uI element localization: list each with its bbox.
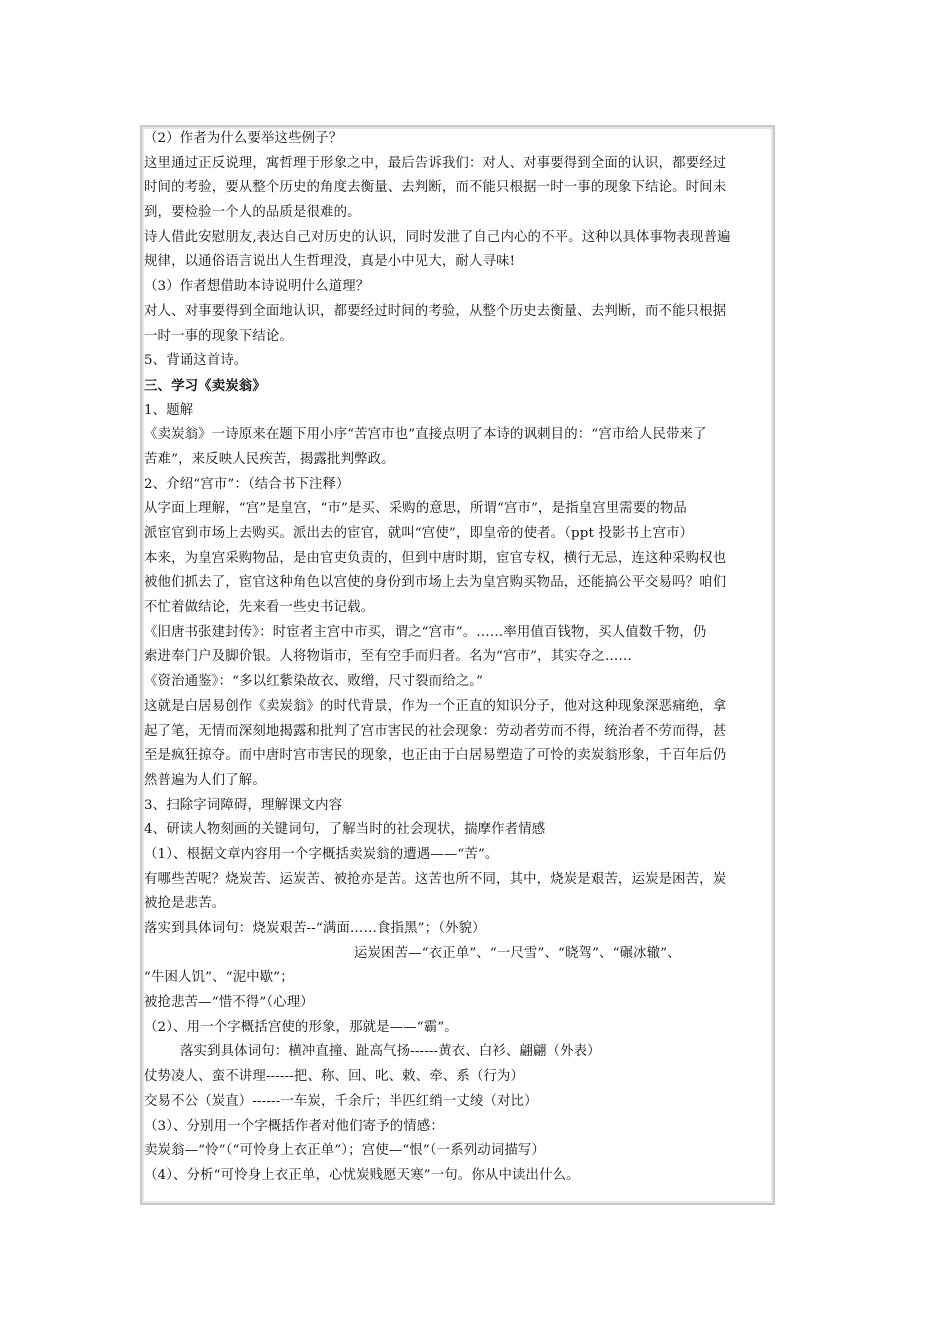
text-line: 落实到具体词句：横冲直撞、趾高气扬------黄衣、白衫、翩翩（外表） (180, 1044, 601, 1060)
text-line: 5、背诵这首诗。 (144, 353, 248, 369)
text-line: 《卖炭翁》一诗原来在题下用小序“苦宫市也”直接点明了本诗的讽刺目的：“宫市给人民带来了 (144, 427, 707, 443)
text-line: 到，要检验一个人的品质是很难的。 (144, 205, 361, 221)
text-line: 被他们抓去了，宦官这种角色以宫使的身份到市场上去为皇宫购买物品，还能搞公平交易吗？咱们 (144, 575, 727, 591)
text-line: 被抢悲苦—“惜不得”（心理） (144, 995, 314, 1011)
text-line: 起了笔，无情而深刻地揭露和批判了宫市害民的社会现象：劳动者劳而不得，统治者不劳而得，甚 (144, 723, 727, 739)
text-line: 规律，以通俗语言说出人生哲理没，真是小中见大，耐人寻味! (144, 254, 516, 270)
text-line: （4）、分析“可怜身上衣正单，心忧炭贱愿天寒”一句。你从中读出什么。 (144, 1167, 580, 1183)
text-line: 运炭困苦—“衣正单”、“一尺雪”、“晓驾”、“碾冰辙”、 (354, 945, 681, 961)
text-line: 不忙着做结论，先来看一些史书记载。 (144, 600, 375, 616)
text-line: 对人、对事要得到全面地认识，都要经过时间的考验，从整个历史去衡量、去判断，而不能只根据 (144, 303, 727, 319)
text-line: （2）作者为什么要举这些例子？ (144, 131, 343, 146)
text-line: 索进奉门户及脚价银。人将物诣市，至有空手而归者。名为“宫市”，其实夺之…… (144, 649, 632, 665)
text-line: （3）作者想借助本诗说明什么道理？ (144, 279, 370, 295)
text-line: 4、研读人物刻画的关键词句，了解当时的社会现状，揣摩作者情感 (144, 822, 546, 838)
text-line: （2）、用一个字概括宫使的形象，那就是——“霸”。 (144, 1019, 458, 1035)
text-line: 然普遍为人们了解。 (144, 772, 266, 788)
text-line: 时间的考验，要从整个历史的角度去衡量、去判断，而不能只根据一时一事的现象下结论。时间未 (144, 180, 727, 196)
text-line: 派宦官到市场上去购买。派出去的宦官，就叫“宫使”，即皇帝的使者。（ppt 投影书上宫市） (144, 526, 694, 541)
text-line: 落实到具体词句：烧炭艰苦--“满面……食指黑”；（外貌） (144, 921, 486, 936)
text-line: 苦难”，来反映人民疾苦，揭露批判弊政。 (144, 451, 395, 467)
text-line: 有哪些苦呢？烧炭苦、运炭苦、被抢亦是苦。这苦也所不同，其中，烧炭是艰苦，运炭是困苦，炭 (144, 871, 727, 887)
text-line: 《资治通鉴》：“多以红紫染故衣、败缯，尺寸裂而给之。” (144, 674, 484, 690)
text-line: 本来，为皇宫采购物品，是由官吏负责的，但到中唐时期，宦官专权，横行无忌，连这种采购权也 (144, 550, 727, 566)
text-line: 这就是白居易创作《卖炭翁》的时代背景，作为一个正直的知识分子，他对这种现象深恶痛绝，拿 (144, 698, 727, 714)
document-body (144, 127, 769, 1189)
text-line: 一时一事的现象下结论。 (144, 328, 293, 344)
text-line: 被抢是悲苦。 (144, 896, 226, 912)
section-heading: 三、学习《卖炭翁》 (144, 377, 266, 394)
text-line: （3）、分别用一个字概括作者对他们寄予的情感： (144, 1118, 444, 1134)
text-line: （1）、根据文章内容用一个字概括卖炭翁的遭遇——“苦”。 (144, 846, 499, 862)
text-line: 从字面上理解，“宫”是皇宫，“市”是买、采购的意思，所谓“宫市”，是指皇宫里需要的物品 (144, 501, 687, 517)
text-line: 《旧唐书张建封传》：时宦者主宫中市买，谓之“宫市”。……率用值百钱物，买人值数千物，仍 (144, 624, 707, 640)
text-line: “牛困人饥”、“泥中歇”； (144, 970, 294, 986)
text-line: 3、扫除字词障碍，理解课文内容 (144, 797, 343, 813)
text-line: 这里通过正反说理，寓哲理于形象之中，最后告诉我们：对人、对事要得到全面的认识，都要经过 (144, 155, 727, 171)
text-line: 1、题解 (144, 402, 194, 418)
text-line: 诗人借此安慰朋友,表达自己对历史的认识，同时发泄了自己内心的不平。这种以具体事物表现普遍 (144, 229, 731, 245)
text-line: 至是疯狂掠夺。而中唐时宫市害民的现象，也正由于白居易塑造了可怜的卖炭翁形象，千百年后仍 (144, 748, 727, 764)
text-line: 仗势凌人、蛮不讲理------把、称、回、叱、敕、牵、系（行为） (144, 1069, 525, 1085)
text-line: 卖炭翁—“怜”（“可怜身上衣正单”）；宫使—“恨”（一系列动词描写） (144, 1143, 546, 1159)
text-line: 2、介绍“宫市”：（结合书下注释） (144, 476, 350, 492)
text-line: 交易不公（炭直）------一车炭，千余斤；半匹红绡一丈绫（对比） (144, 1093, 538, 1109)
